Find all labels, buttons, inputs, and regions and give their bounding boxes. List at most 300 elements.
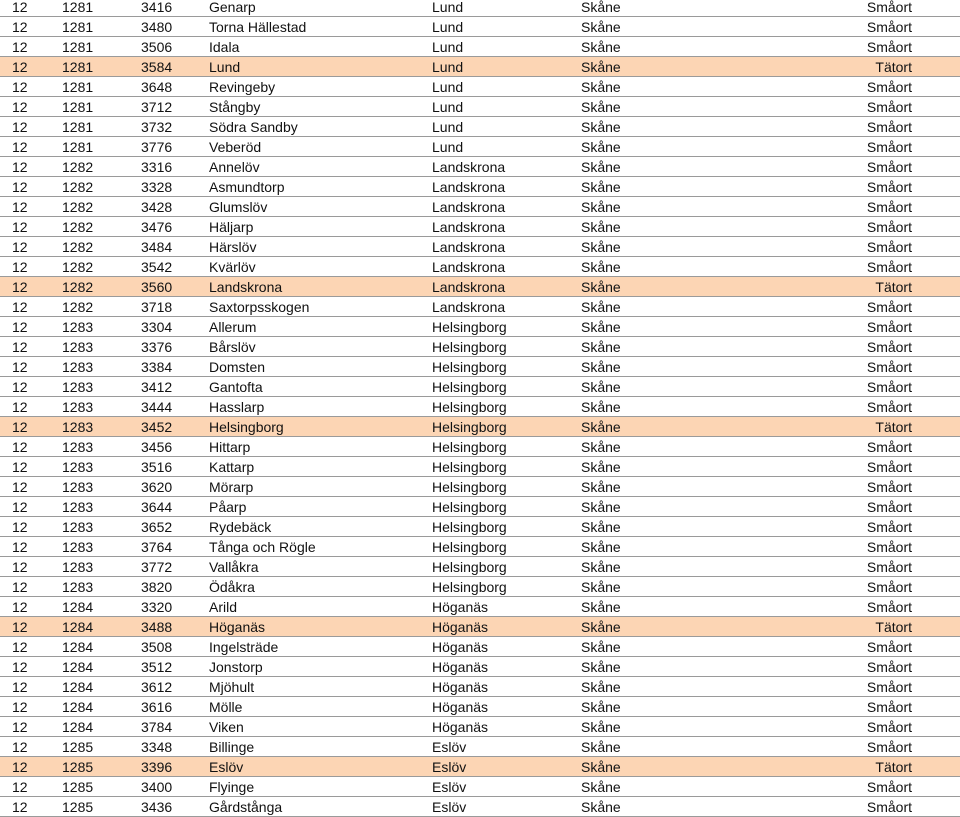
locality-name-cell: Ödåkra	[209, 579, 255, 595]
table-row	[0, 57, 960, 77]
municipality-name-cell: Höganäs	[432, 659, 489, 675]
municipality-name-cell: Helsingborg	[432, 559, 507, 575]
county-code-cell: 12	[12, 519, 28, 535]
locality-type-cell: Småort	[866, 499, 912, 515]
locality-type-cell: Småort	[866, 379, 912, 395]
county-name-cell: Skåne	[581, 779, 621, 795]
municipality-name-cell: Lund	[432, 59, 464, 75]
county-name-cell: Skåne	[581, 499, 621, 515]
locality-code-cell: 3508	[141, 639, 173, 655]
municipality-name-cell: Höganäs	[432, 639, 489, 655]
locality-name-cell: Lund	[209, 59, 241, 75]
table-row	[0, 237, 960, 257]
county-name-cell: Skåne	[581, 339, 621, 355]
municipality-name-cell: Höganäs	[432, 679, 489, 695]
county-code-cell: 12	[12, 419, 28, 435]
county-name-cell: Skåne	[581, 479, 621, 495]
municipality-code-cell: 1283	[62, 559, 94, 575]
county-code-cell: 12	[12, 319, 28, 335]
municipality-code-cell: 1285	[62, 739, 94, 755]
table-row	[0, 97, 960, 117]
municipality-name-cell: Helsingborg	[432, 339, 507, 355]
locality-type-cell: Småort	[866, 659, 912, 675]
table-row	[0, 717, 960, 737]
locality-name-cell: Vallåkra	[209, 559, 259, 575]
locality-code-cell: 3488	[141, 619, 173, 635]
locality-code-cell: 3328	[141, 179, 173, 195]
table-row	[0, 37, 960, 57]
municipality-code-cell: 1281	[62, 79, 94, 95]
locality-name-cell: Södra Sandby	[209, 119, 298, 135]
county-name-cell: Skåne	[581, 159, 621, 175]
county-name-cell: Skåne	[581, 579, 621, 595]
table-row	[0, 417, 960, 437]
county-name-cell: Skåne	[581, 699, 621, 715]
table-row	[0, 617, 960, 637]
table-row	[0, 677, 960, 697]
municipality-code-cell: 1283	[62, 439, 94, 455]
county-name-cell: Skåne	[581, 679, 621, 695]
locality-type-cell: Tätort	[875, 59, 912, 75]
locality-type-cell: Småort	[866, 79, 912, 95]
locality-type-cell: Småort	[866, 299, 912, 315]
locality-code-cell: 3384	[141, 359, 173, 375]
table-row	[0, 737, 960, 757]
table-row	[0, 437, 960, 457]
table-row	[0, 217, 960, 237]
table-row	[0, 177, 960, 197]
locality-code-cell: 3772	[141, 559, 173, 575]
table-row	[0, 317, 960, 337]
locality-code-cell: 3480	[141, 19, 173, 35]
county-code-cell: 12	[12, 539, 28, 555]
locality-code-cell: 3476	[141, 219, 173, 235]
locality-name-cell: Mjöhult	[209, 679, 255, 695]
table-row	[0, 337, 960, 357]
locality-name-cell: Kvärlöv	[209, 259, 256, 275]
locality-name-cell: Hasslarp	[209, 399, 265, 415]
locality-type-cell: Småort	[866, 139, 912, 155]
municipality-name-cell: Lund	[432, 119, 464, 135]
locality-name-cell: Saxtorpsskogen	[209, 299, 310, 315]
municipality-name-cell: Höganäs	[432, 599, 489, 615]
county-code-cell: 12	[12, 499, 28, 515]
municipality-code-cell: 1284	[62, 719, 94, 735]
locality-type-cell: Tätort	[875, 759, 912, 775]
locality-type-cell: Småort	[866, 399, 912, 415]
county-name-cell: Skåne	[581, 59, 621, 75]
locality-type-cell: Småort	[866, 319, 912, 335]
locality-name-cell: Torna Hällestad	[209, 19, 307, 35]
county-code-cell: 12	[12, 759, 28, 775]
county-code-cell: 12	[12, 639, 28, 655]
municipality-name-cell: Helsingborg	[432, 499, 507, 515]
locality-name-cell: Genarp	[209, 0, 256, 15]
municipality-name-cell: Lund	[432, 79, 464, 95]
county-name-cell: Skåne	[581, 419, 621, 435]
municipality-name-cell: Helsingborg	[432, 519, 507, 535]
locality-type-cell: Tätort	[875, 419, 912, 435]
municipality-name-cell: Landskrona	[432, 299, 506, 315]
locality-name-cell: Påarp	[209, 499, 247, 515]
county-code-cell: 12	[12, 159, 28, 175]
municipality-code-cell: 1282	[62, 179, 94, 195]
county-code-cell: 12	[12, 59, 28, 75]
county-name-cell: Skåne	[581, 299, 621, 315]
municipality-name-cell: Lund	[432, 0, 464, 15]
locality-code-cell: 3304	[141, 319, 173, 335]
locality-name-cell: Hittarp	[209, 439, 251, 455]
locality-code-cell: 3616	[141, 699, 173, 715]
locality-name-cell: Veberöd	[209, 139, 262, 155]
county-name-cell: Skåne	[581, 459, 621, 475]
municipality-code-cell: 1281	[62, 19, 94, 35]
county-code-cell: 12	[12, 679, 28, 695]
table-row	[0, 377, 960, 397]
municipality-code-cell: 1282	[62, 159, 94, 175]
county-name-cell: Skåne	[581, 279, 621, 295]
county-code-cell: 12	[12, 599, 28, 615]
county-name-cell: Skåne	[581, 639, 621, 655]
locality-code-cell: 3412	[141, 379, 173, 395]
locality-name-cell: Mölle	[209, 699, 243, 715]
municipality-name-cell: Helsingborg	[432, 539, 507, 555]
municipality-name-cell: Eslöv	[432, 739, 467, 755]
locality-name-cell: Häljarp	[209, 219, 254, 235]
municipality-name-cell: Helsingborg	[432, 439, 507, 455]
county-code-cell: 12	[12, 579, 28, 595]
table-row	[0, 197, 960, 217]
municipality-code-cell: 1284	[62, 659, 94, 675]
municipality-code-cell: 1283	[62, 519, 94, 535]
table-row	[0, 497, 960, 517]
municipality-name-cell: Höganäs	[432, 699, 489, 715]
locality-type-cell: Småort	[866, 359, 912, 375]
municipality-code-cell: 1285	[62, 799, 94, 815]
county-code-cell: 12	[12, 339, 28, 355]
county-name-cell: Skåne	[581, 599, 621, 615]
county-code-cell: 12	[12, 219, 28, 235]
municipality-code-cell: 1284	[62, 679, 94, 695]
county-code-cell: 12	[12, 99, 28, 115]
county-name-cell: Skåne	[581, 199, 621, 215]
municipality-code-cell: 1281	[62, 139, 94, 155]
county-name-cell: Skåne	[581, 99, 621, 115]
locality-type-cell: Småort	[866, 179, 912, 195]
county-code-cell: 12	[12, 119, 28, 135]
locality-name-cell: Billinge	[209, 739, 255, 755]
locality-type-cell: Småort	[866, 239, 912, 255]
county-code-cell: 12	[12, 659, 28, 675]
county-code-cell: 12	[12, 179, 28, 195]
municipality-name-cell: Lund	[432, 99, 464, 115]
municipality-name-cell: Landskrona	[432, 259, 506, 275]
municipality-name-cell: Helsingborg	[432, 379, 507, 395]
county-code-cell: 12	[12, 739, 28, 755]
locality-type-cell: Småort	[866, 459, 912, 475]
county-code-cell: 12	[12, 19, 28, 35]
locality-name-cell: Eslöv	[209, 759, 244, 775]
municipality-name-cell: Eslöv	[432, 799, 467, 815]
table-row	[0, 0, 960, 17]
locality-type-cell: Småort	[866, 479, 912, 495]
municipality-code-cell: 1283	[62, 399, 94, 415]
locality-name-cell: Domsten	[209, 359, 266, 375]
table-row	[0, 517, 960, 537]
locality-type-cell: Småort	[866, 779, 912, 795]
county-name-cell: Skåne	[581, 0, 621, 15]
county-code-cell: 12	[12, 239, 28, 255]
county-code-cell: 12	[12, 39, 28, 55]
table-row	[0, 157, 960, 177]
locality-type-cell: Småort	[866, 259, 912, 275]
table-row	[0, 77, 960, 97]
municipality-name-cell: Landskrona	[432, 199, 506, 215]
municipality-code-cell: 1281	[62, 119, 94, 135]
locality-name-cell: Helsingborg	[209, 419, 284, 435]
municipality-name-cell: Höganäs	[432, 719, 489, 735]
locality-type-cell: Småort	[866, 799, 912, 815]
locality-name-cell: Härslöv	[209, 239, 257, 255]
locality-code-cell: 3452	[141, 419, 173, 435]
municipality-code-cell: 1283	[62, 339, 94, 355]
county-name-cell: Skåne	[581, 799, 621, 815]
municipality-name-cell: Landskrona	[432, 279, 506, 295]
locality-code-cell: 3348	[141, 739, 173, 755]
locality-type-cell: Småort	[866, 19, 912, 35]
locality-type-cell: Småort	[866, 719, 912, 735]
municipality-code-cell: 1284	[62, 639, 94, 655]
locality-type-cell: Tätort	[875, 279, 912, 295]
county-code-cell: 12	[12, 399, 28, 415]
county-name-cell: Skåne	[581, 399, 621, 415]
county-code-cell: 12	[12, 719, 28, 735]
municipality-code-cell: 1281	[62, 39, 94, 55]
locality-name-cell: Stångby	[209, 99, 261, 115]
municipality-code-cell: 1282	[62, 199, 94, 215]
municipality-name-cell: Höganäs	[432, 619, 489, 635]
municipality-name-cell: Eslöv	[432, 779, 467, 795]
locality-code-cell: 3416	[141, 0, 173, 15]
county-name-cell: Skåne	[581, 739, 621, 755]
table-row	[0, 577, 960, 597]
county-name-cell: Skåne	[581, 39, 621, 55]
municipality-code-cell: 1283	[62, 579, 94, 595]
municipality-name-cell: Helsingborg	[432, 479, 507, 495]
county-code-cell: 12	[12, 699, 28, 715]
table-row	[0, 697, 960, 717]
municipality-code-cell: 1283	[62, 479, 94, 495]
municipality-name-cell: Helsingborg	[432, 319, 507, 335]
locality-type-cell: Småort	[866, 739, 912, 755]
county-code-cell: 12	[12, 559, 28, 575]
county-name-cell: Skåne	[581, 179, 621, 195]
county-code-cell: 12	[12, 799, 28, 815]
locality-type-cell: Småort	[866, 159, 912, 175]
table-row	[0, 537, 960, 557]
locality-code-cell: 3436	[141, 799, 173, 815]
locality-name-cell: Jonstorp	[209, 659, 263, 675]
municipality-code-cell: 1282	[62, 259, 94, 275]
county-code-cell: 12	[12, 0, 28, 15]
municipality-name-cell: Landskrona	[432, 219, 506, 235]
table-row	[0, 777, 960, 797]
county-code-cell: 12	[12, 199, 28, 215]
locality-type-cell: Småort	[866, 199, 912, 215]
locality-type-cell: Småort	[866, 119, 912, 135]
county-name-cell: Skåne	[581, 119, 621, 135]
county-code-cell: 12	[12, 259, 28, 275]
locality-code-cell: 3512	[141, 659, 173, 675]
county-name-cell: Skåne	[581, 379, 621, 395]
locality-code-cell: 3612	[141, 679, 173, 695]
locality-type-cell: Småort	[866, 699, 912, 715]
table-row	[0, 17, 960, 37]
locality-code-cell: 3732	[141, 119, 173, 135]
municipality-code-cell: 1283	[62, 359, 94, 375]
municipality-name-cell: Helsingborg	[432, 459, 507, 475]
locality-code-cell: 3316	[141, 159, 173, 175]
municipality-name-cell: Helsingborg	[432, 579, 507, 595]
municipality-code-cell: 1284	[62, 599, 94, 615]
locality-type-cell: Småort	[866, 439, 912, 455]
county-code-cell: 12	[12, 479, 28, 495]
county-name-cell: Skåne	[581, 619, 621, 635]
municipality-code-cell: 1283	[62, 539, 94, 555]
county-code-cell: 12	[12, 359, 28, 375]
locality-name-cell: Tånga och Rögle	[209, 539, 316, 555]
municipality-name-cell: Lund	[432, 39, 464, 55]
locality-name-cell: Allerum	[209, 319, 257, 335]
locality-type-cell: Småort	[866, 539, 912, 555]
table-row	[0, 757, 960, 777]
table-row	[0, 357, 960, 377]
county-code-cell: 12	[12, 139, 28, 155]
locality-code-cell: 3584	[141, 59, 173, 75]
county-code-cell: 12	[12, 279, 28, 295]
municipality-code-cell: 1282	[62, 279, 94, 295]
locality-code-cell: 3644	[141, 499, 173, 515]
table-row	[0, 597, 960, 617]
locality-code-cell: 3320	[141, 599, 173, 615]
municipality-name-cell: Lund	[432, 139, 464, 155]
municipality-code-cell: 1284	[62, 619, 94, 635]
table-row	[0, 637, 960, 657]
locality-type-cell: Småort	[866, 0, 912, 15]
municipality-code-cell: 1284	[62, 699, 94, 715]
locality-name-cell: Arild	[209, 599, 238, 615]
locality-type-cell: Småort	[866, 599, 912, 615]
locality-type-cell: Tätort	[875, 619, 912, 635]
municipality-code-cell: 1283	[62, 319, 94, 335]
locality-type-cell: Småort	[866, 579, 912, 595]
county-name-cell: Skåne	[581, 719, 621, 735]
locality-code-cell: 3456	[141, 439, 173, 455]
municipality-name-cell: Landskrona	[432, 239, 506, 255]
locality-type-cell: Småort	[866, 639, 912, 655]
locality-code-cell: 3718	[141, 299, 173, 315]
locality-code-cell: 3376	[141, 339, 173, 355]
locality-code-cell: 3444	[141, 399, 173, 415]
municipality-name-cell: Helsingborg	[432, 399, 507, 415]
locality-name-cell: Kattarp	[209, 459, 255, 475]
table-row	[0, 257, 960, 277]
locality-name-cell: Mörarp	[209, 479, 254, 495]
locality-type-cell: Småort	[866, 519, 912, 535]
county-name-cell: Skåne	[581, 79, 621, 95]
municipality-code-cell: 1281	[62, 59, 94, 75]
county-name-cell: Skåne	[581, 259, 621, 275]
county-code-cell: 12	[12, 79, 28, 95]
table-row	[0, 477, 960, 497]
county-name-cell: Skåne	[581, 439, 621, 455]
municipality-name-cell: Lund	[432, 19, 464, 35]
county-name-cell: Skåne	[581, 359, 621, 375]
county-code-cell: 12	[12, 439, 28, 455]
locality-name-cell: Landskrona	[209, 279, 283, 295]
table-row	[0, 457, 960, 477]
county-name-cell: Skåne	[581, 239, 621, 255]
county-name-cell: Skåne	[581, 659, 621, 675]
municipality-name-cell: Helsingborg	[432, 359, 507, 375]
locality-code-cell: 3542	[141, 259, 173, 275]
municipality-name-cell: Eslöv	[432, 759, 467, 775]
table-row	[0, 137, 960, 157]
table-row	[0, 797, 960, 817]
locality-name-cell: Viken	[209, 719, 244, 735]
locality-name-cell: Rydebäck	[209, 519, 272, 535]
locality-type-cell: Småort	[866, 559, 912, 575]
locality-type-cell: Småort	[866, 679, 912, 695]
table-row	[0, 277, 960, 297]
locality-code-cell: 3652	[141, 519, 173, 535]
municipality-name-cell: Landskrona	[432, 159, 506, 175]
locality-code-cell: 3776	[141, 139, 173, 155]
municipality-name-cell: Landskrona	[432, 179, 506, 195]
locality-name-cell: Gantofta	[209, 379, 263, 395]
municipality-code-cell: 1283	[62, 459, 94, 475]
county-name-cell: Skåne	[581, 519, 621, 535]
locality-code-cell: 3764	[141, 539, 173, 555]
locality-code-cell: 3560	[141, 279, 173, 295]
county-name-cell: Skåne	[581, 139, 621, 155]
county-name-cell: Skåne	[581, 759, 621, 775]
locality-name-cell: Bårslöv	[209, 339, 256, 355]
county-name-cell: Skåne	[581, 219, 621, 235]
locality-code-cell: 3428	[141, 199, 173, 215]
county-code-cell: 12	[12, 379, 28, 395]
locality-type-cell: Småort	[866, 39, 912, 55]
county-code-cell: 12	[12, 299, 28, 315]
locality-name-cell: Annelöv	[209, 159, 260, 175]
table-row	[0, 117, 960, 137]
table-row	[0, 657, 960, 677]
municipality-code-cell: 1285	[62, 759, 94, 775]
locality-name-cell: Revingeby	[209, 79, 276, 95]
locality-code-cell: 3620	[141, 479, 173, 495]
county-name-cell: Skåne	[581, 539, 621, 555]
locality-name-cell: Glumslöv	[209, 199, 268, 215]
county-code-cell: 12	[12, 459, 28, 475]
locality-name-cell: Höganäs	[209, 619, 266, 635]
locality-code-cell: 3712	[141, 99, 173, 115]
municipality-code-cell: 1283	[62, 379, 94, 395]
table-row	[0, 557, 960, 577]
locality-code-cell: 3400	[141, 779, 173, 795]
locality-code-cell: 3820	[141, 579, 173, 595]
municipality-code-cell: 1283	[62, 419, 94, 435]
locality-name-cell: Flyinge	[209, 779, 255, 795]
